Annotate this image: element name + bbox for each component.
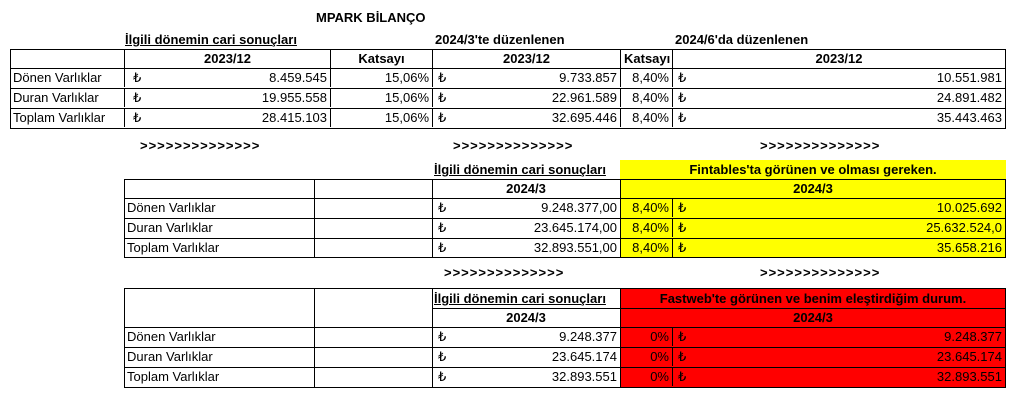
value-current: 9.248.377	[559, 329, 617, 344]
top-group-label-2024-3: 2024/3'te düzenlenen	[435, 32, 565, 47]
cell-divider	[672, 219, 673, 237]
currency-symbol: ₺	[678, 220, 687, 235]
value-2023-12-a: 28.415.103	[261, 110, 327, 125]
currency-symbol: ₺	[678, 240, 687, 255]
value-2023-12-c: 24.891.482	[936, 90, 1002, 105]
coefficient-b: 8,40%	[620, 89, 672, 107]
currency-symbol: ₺	[438, 329, 447, 344]
currency-symbol: ₺	[438, 349, 447, 364]
currency-symbol: ₺	[678, 369, 687, 384]
value-target: 9.248.377	[944, 329, 1002, 344]
top-header-2023-12-b: 2023/12	[432, 50, 620, 68]
currency-symbol: ₺	[678, 90, 687, 105]
top-header-2023-12-a: 2023/12	[124, 50, 330, 68]
row-label: Dönen Varlıklar	[127, 200, 216, 215]
coefficient: 0%	[650, 369, 669, 384]
cell-divider	[672, 239, 673, 257]
value-current: 32.893.551,00	[533, 240, 617, 255]
cell-divider	[672, 199, 673, 217]
value-2023-12-a: 8.459.545	[269, 70, 327, 85]
value-2023-12-a: 19.955.558	[261, 90, 327, 105]
currency-symbol: ₺	[133, 90, 142, 105]
value-2023-12-b: 22.961.589	[551, 90, 617, 105]
value-target: 25.632.524,0	[926, 220, 1002, 235]
bottom-period-right: 2024/3	[793, 310, 833, 325]
currency-symbol: ₺	[438, 220, 447, 235]
coefficient: 0%	[650, 329, 669, 344]
top-header-2023-12-c: 2023/12	[672, 50, 1005, 68]
coefficient-a: 15,06%	[330, 89, 432, 107]
top-group-label-2024-6: 2024/6'da düzenlenen	[675, 32, 809, 47]
value-2023-12-b: 32.695.446	[551, 110, 617, 125]
value-target: 32.893.551	[936, 369, 1002, 384]
row-label: Duran Varlıklar	[127, 220, 213, 235]
currency-symbol: ₺	[678, 329, 687, 344]
middle-period-left: 2024/3	[506, 181, 546, 196]
currency-symbol: ₺	[133, 110, 142, 125]
value-target: 10.025.692	[936, 200, 1002, 215]
currency-symbol: ₺	[678, 70, 687, 85]
top-group-label-current: İlgili dönemin cari sonuçları	[125, 32, 297, 47]
row-label: Dönen Varlıklar	[127, 329, 216, 344]
coefficient-b: 8,40%	[620, 69, 672, 87]
row-label: Toplam Varlıklar	[127, 240, 220, 255]
currency-symbol: ₺	[438, 90, 447, 105]
coefficient: 8,40%	[632, 240, 669, 255]
top-header-katsayi-b: Katsayı	[620, 50, 672, 68]
value-current: 9.248.377,00	[541, 200, 617, 215]
value-2023-12-c: 35.443.463	[936, 110, 1002, 125]
row-label: Dönen Varlıklar	[13, 70, 102, 85]
bottom-period-left: 2024/3	[506, 310, 546, 325]
middle-period-right: 2024/3	[793, 181, 833, 196]
row-label: Duran Varlıklar	[127, 349, 213, 364]
top-header-katsayi-a: Katsayı	[330, 50, 432, 68]
bottom-right-title: Fastweb'te görünen ve benim eleştirdiğim durum.	[659, 291, 967, 306]
currency-symbol: ₺	[438, 240, 447, 255]
arrows-4: >>>>>>>>>>>>>>	[444, 265, 565, 280]
cell-divider	[672, 328, 673, 346]
currency-symbol: ₺	[438, 200, 447, 215]
bottom-left-title: İlgili dönemin cari sonuçları	[434, 291, 606, 306]
value-target: 23.645.174	[936, 349, 1002, 364]
value-current: 32.893.551	[551, 369, 617, 384]
currency-symbol: ₺	[438, 70, 447, 85]
arrows-2: >>>>>>>>>>>>>>	[453, 138, 574, 153]
cell-divider	[672, 368, 673, 386]
row-label: Toplam Varlıklar	[127, 369, 220, 384]
coefficient: 0%	[650, 349, 669, 364]
coefficient: 8,40%	[632, 200, 669, 215]
currency-symbol: ₺	[678, 110, 687, 125]
currency-symbol: ₺	[438, 369, 447, 384]
middle-left-title: İlgili dönemin cari sonuçları	[434, 162, 606, 177]
value-2023-12-c: 10.551.981	[936, 70, 1002, 85]
currency-symbol: ₺	[678, 200, 687, 215]
coefficient-a: 15,06%	[330, 109, 432, 127]
page-title: MPARK BİLANÇO	[316, 10, 426, 25]
currency-symbol: ₺	[678, 349, 687, 364]
currency-symbol: ₺	[133, 70, 142, 85]
arrows-3: >>>>>>>>>>>>>>	[760, 138, 881, 153]
value-current: 23.645.174	[551, 349, 617, 364]
row-label: Toplam Varlıklar	[13, 110, 106, 125]
coefficient-a: 15,06%	[330, 69, 432, 87]
arrows-1: >>>>>>>>>>>>>>	[140, 138, 261, 153]
middle-right-title: Fintables'ta görünen ve olması gereken.	[689, 162, 937, 177]
currency-symbol: ₺	[438, 110, 447, 125]
coefficient: 8,40%	[632, 220, 669, 235]
value-current: 23.645.174,00	[533, 220, 617, 235]
arrows-5: >>>>>>>>>>>>>>	[760, 265, 881, 280]
value-2023-12-b: 9.733.857	[559, 70, 617, 85]
row-label: Duran Varlıklar	[13, 90, 99, 105]
coefficient-b: 8,40%	[620, 109, 672, 127]
cell-divider	[672, 348, 673, 366]
value-target: 35.658.216	[936, 240, 1002, 255]
